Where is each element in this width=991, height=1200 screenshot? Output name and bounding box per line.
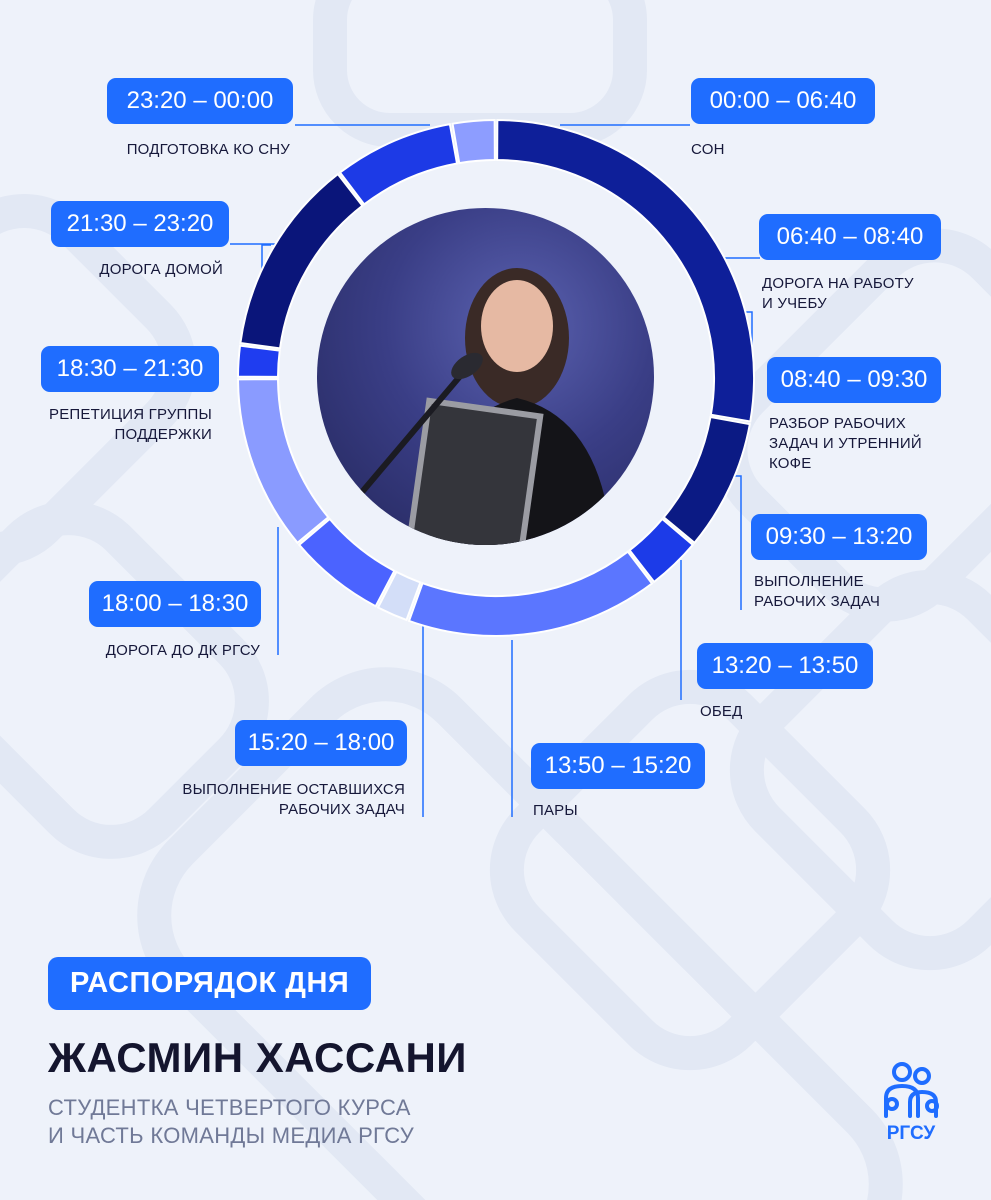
rgsu-logo-text: РГСУ <box>886 1123 936 1144</box>
label-road-to-dk: ДОРОГА ДО ДК РГСУ <box>105 642 260 659</box>
time-pill-rehearsal: 18:30 – 21:30 <box>41 346 219 392</box>
time-pill-sleep: 00:00 – 06:40 <box>691 78 875 124</box>
ring-segment <box>340 124 457 204</box>
person-subtitle: СТУДЕНТКА ЧЕТВЕРТОГО КУРСА И ЧАСТЬ КОМАНДЫ МЕДИА РГСУ <box>48 1095 415 1148</box>
ring-segment <box>409 552 652 636</box>
rgsu-logo-icon <box>880 1060 944 1122</box>
ring-segment <box>238 346 280 377</box>
label-commute-to-work: ДОРОГА НА РАБОТУ И УЧЕБУ <box>762 275 914 312</box>
ring-segment <box>664 417 750 543</box>
label-morning-tasks: РАЗБОР РАБОЧИХ ЗАДАЧ И УТРЕННИЙ КОФЕ <box>769 415 922 472</box>
label-sleep: СОН <box>691 141 725 158</box>
section-heading: РАСПОРЯДОК ДНЯ <box>48 957 371 1010</box>
time-pill-road-to-dk: 18:00 – 18:30 <box>89 581 261 627</box>
label-bedtime-prep: ПОДГОТОВКА КО СНУ <box>126 141 290 158</box>
label-classes: ПАРЫ <box>533 802 578 819</box>
time-pill-bedtime-prep: 23:20 – 00:00 <box>107 78 293 124</box>
time-pill-lunch: 13:20 – 13:50 <box>697 643 873 689</box>
ring-segment <box>453 120 495 163</box>
label-road-home: ДОРОГА ДОМОЙ <box>99 261 223 278</box>
ring-segment <box>299 519 394 606</box>
time-pill-classes: 13:50 – 15:20 <box>531 743 705 789</box>
time-pill-work-tasks: 09:30 – 13:20 <box>751 514 927 560</box>
label-work-tasks: ВЫПОЛНЕНИЕ РАБОЧИХ ЗАДАЧ <box>754 573 881 610</box>
time-pill-road-home: 21:30 – 23:20 <box>51 201 229 247</box>
time-pill-morning-tasks: 08:40 – 09:30 <box>767 357 941 403</box>
ring-segment <box>238 379 328 543</box>
label-remaining-tasks: ВЫПОЛНЕНИЕ ОСТАВШИХСЯ РАБОЧИХ ЗАДАЧ <box>182 781 405 818</box>
time-pill-remaining-tasks: 15:20 – 18:00 <box>235 720 407 766</box>
portrait-photo <box>317 208 654 545</box>
person-silhouette <box>317 208 654 545</box>
time-pill-commute-to-work: 06:40 – 08:40 <box>759 214 941 260</box>
person-name: ЖАСМИН ХАССАНИ <box>48 1034 467 1081</box>
label-lunch: ОБЕД <box>700 703 743 720</box>
label-rehearsal: РЕПЕТИЦИЯ ГРУППЫ ПОДДЕРЖКИ <box>49 406 212 443</box>
